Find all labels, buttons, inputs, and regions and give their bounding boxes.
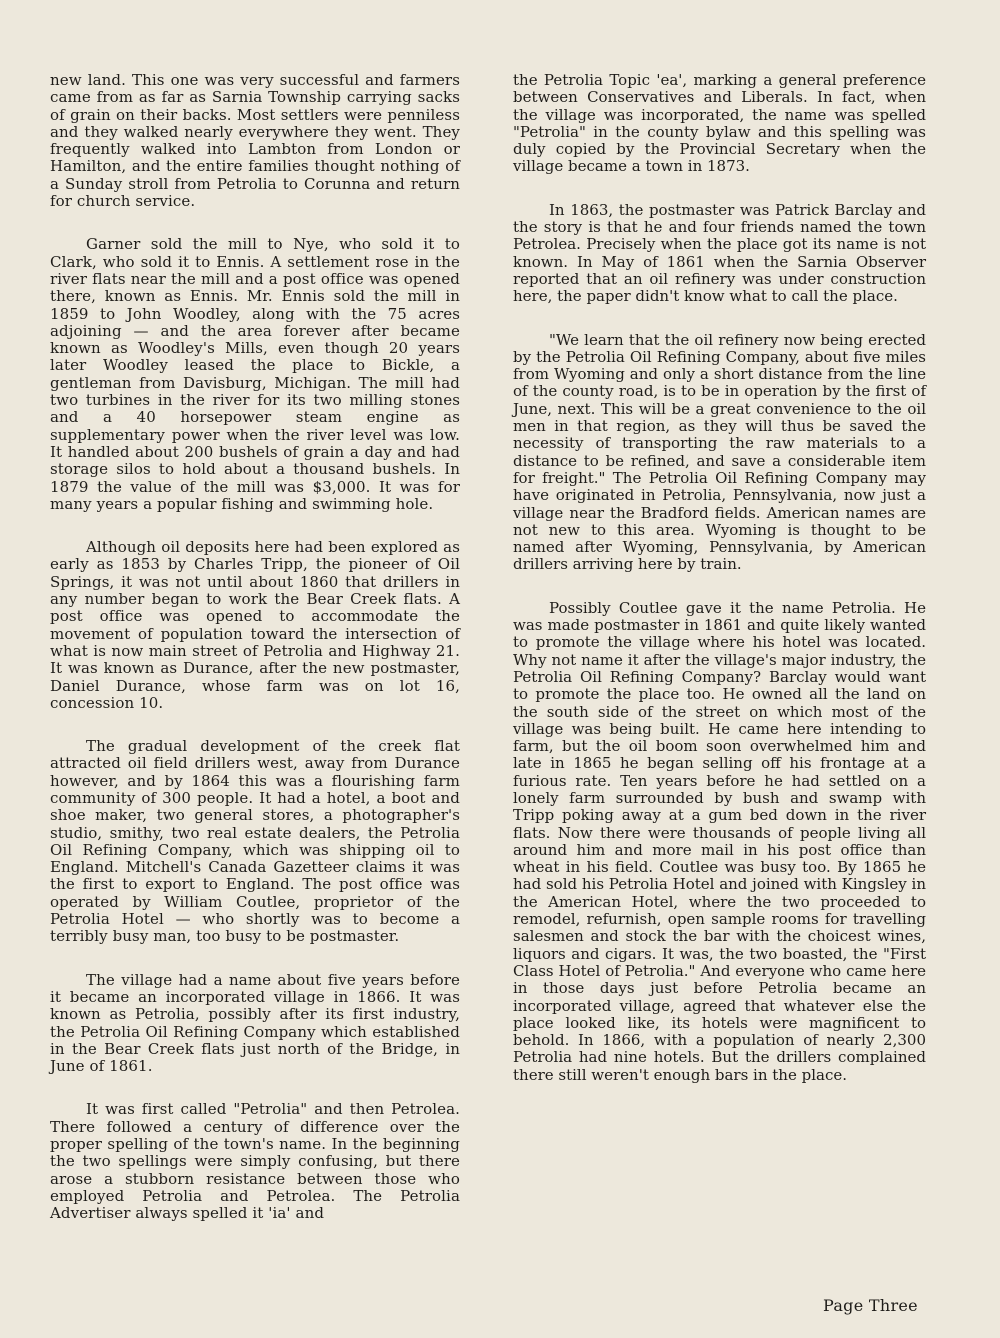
page-number: Page Three	[823, 1296, 918, 1315]
paragraph-left-2: Garner sold the mill to Nye, who sold it to Clark, who sold it to Ennis. A settlement rose in the river flats near the mill and a post office was opened there, known as Ennis. Mr. Ennis sold the mill in 1859 to John Woodley, along with the 75 acres adjoining — and the area forever after became known as Woodley's Mills, even though 20 years later Woodley leased the place to Bickle, a gentleman from Davisburg, Michigan. The mill had two turbines in the river for its two milling stones and a 40 horsepower steam engine as supplementary power when the river level was low. It handled about 200 bushels of grain a day and had storage silos to hold about a thousand bushels. In 1879 the value of the mill was $3,000. It was for many years a popular fishing and swimming hole.	[50, 235, 460, 513]
paragraph-left-6: It was first called "Petrolia" and then Petrolea. There followed a century of difference over the proper spelling of the town's name. In the beginning the two spellings were simply confusing, but there arose a stubborn resistance between those who employed Petrolia and Petrolea. The Petrolia Advertiser always spelled it 'ia' and	[50, 1100, 460, 1223]
left-column	[50, 72, 460, 1249]
paragraph-right-3: "We learn that the oil refinery now being erected by the Petrolia Oil Refining Company, about five miles from Wyoming and only a short distance from the line of the county road, is to be in operation by the first of June, next. This will be a great convenience to the oil men in that region, as they will thus be saved the necessity of transporting the raw materials to a distance to be refined, and save a considerable item for freight." The Petrolia Oil Refining Company may have originated in Petrolia, Pennsylvania, now just a village near the Bradford fields. American names are not new to this area. Wyoming is thought to be named after Wyoming, Pennsylvania, by American drillers arriving here by train.	[513, 330, 926, 574]
paragraph-left-1: new land. This one was very successful and farmers came from as far as Sarnia Township carrying sacks of grain on their backs. Most settlers were penniless and they walked nearly everywhere they went. They frequently walked into Lambton from London or Hamilton, and the entire families thought nothing of a Sunday stroll from Petrolia to Corunna and return for church service.	[50, 71, 460, 211]
paragraph-left-4: The gradual development of the creek flat attracted oil field drillers west, away from Durance however, and by 1864 this was a flourishing farm community of 300 people. It had a hotel, a boot and shoe maker, two general stores, a photographer's studio, smithy, two real estate dealers, the Petrolia Oil Refining Company, which was shipping oil to England. Mitchell's Canada Gazetteer claims it was the first to export to England. The post office was operated by William Coutlee, proprietor of the Petrolia Hotel — who shortly was to become a terribly busy man, too busy to be postmaster.	[50, 737, 460, 946]
paragraph-left-3: Although oil deposits here had been explored as early as 1853 by Charles Tripp, the pioneer of Oil Springs, it was not until about 1860 that drillers in any number began to work the Bear Creek flats. A post office was opened to accommodate the movement of population toward the intersection of what is now main street of Petrolia and Highway 21. It was known as Durance, after the new postmaster, Daniel Durance, whose farm was on lot 16, concession 10.	[50, 538, 460, 712]
paragraph-right-1: the Petrolia Topic 'ea', marking a general preference between Conservatives and Liberals. In fact, when the village was incorporated, the name was spelled "Petrolia" in the county bylaw and this spelling was duly copied by the Provincial Secretary when the village became a town in 1873.	[513, 71, 926, 176]
right-column	[513, 72, 926, 1110]
paragraph-right-4: Possibly Coutlee gave it the name Petrolia. He was made postmaster in 1861 and quite likely wanted to promote the village where his hotel was located. Why not name it after the village's major industry, the Petrolia Oil Refining Company? Barclay would want to promote the place too. He owned all the land on the south side of the street on which most of the village was being built. He came here intending to farm, but the oil boom soon overwhelmed him and late in 1865 he began selling off his frontage at a furious rate. Ten years before he had settled on a lonely farm surrounded by bush and swamp with Tripp poking away at a gum bed down in the river flats. Now there were thousands of people living all around him and more mail in his post office than wheat in his field. Coutlee was busy too. By 1865 he had sold his Petrolia Hotel and joined with Kingsley in the American Hotel, where the two proceeded to remodel, refurnish, open sample rooms for travelling salesmen and stock the bar with the choicest wines, liquors and cigars. It was, the two boasted, the "First Class Hotel of Petrolia." And everyone who came here in those days just before Petrolia became an incorporated village, agreed that whatever else the place looked like, its hotels were magnificent to behold. In 1866, with a population of nearly 2,300 Petrolia had nine hotels. But the drillers complained there still weren't enough bars in the place.	[513, 598, 926, 1084]
paragraph-left-5: The village had a name about five years before it became an incorporated village in 1866. It was known as Petrolia, possibly after its first industry, the Petrolia Oil Refining Company which established in the Bear Creek flats just north of the Bridge, in June of 1861.	[50, 970, 460, 1076]
paragraph-right-2: In 1863, the postmaster was Patrick Barclay and the story is that he and four friends named the town Petrolea. Precisely when the place got its name is not known. In May of 1861 when the Sarnia Observer reported that an oil refinery was under construction here, the paper didn't know what to call the place.	[513, 200, 926, 306]
